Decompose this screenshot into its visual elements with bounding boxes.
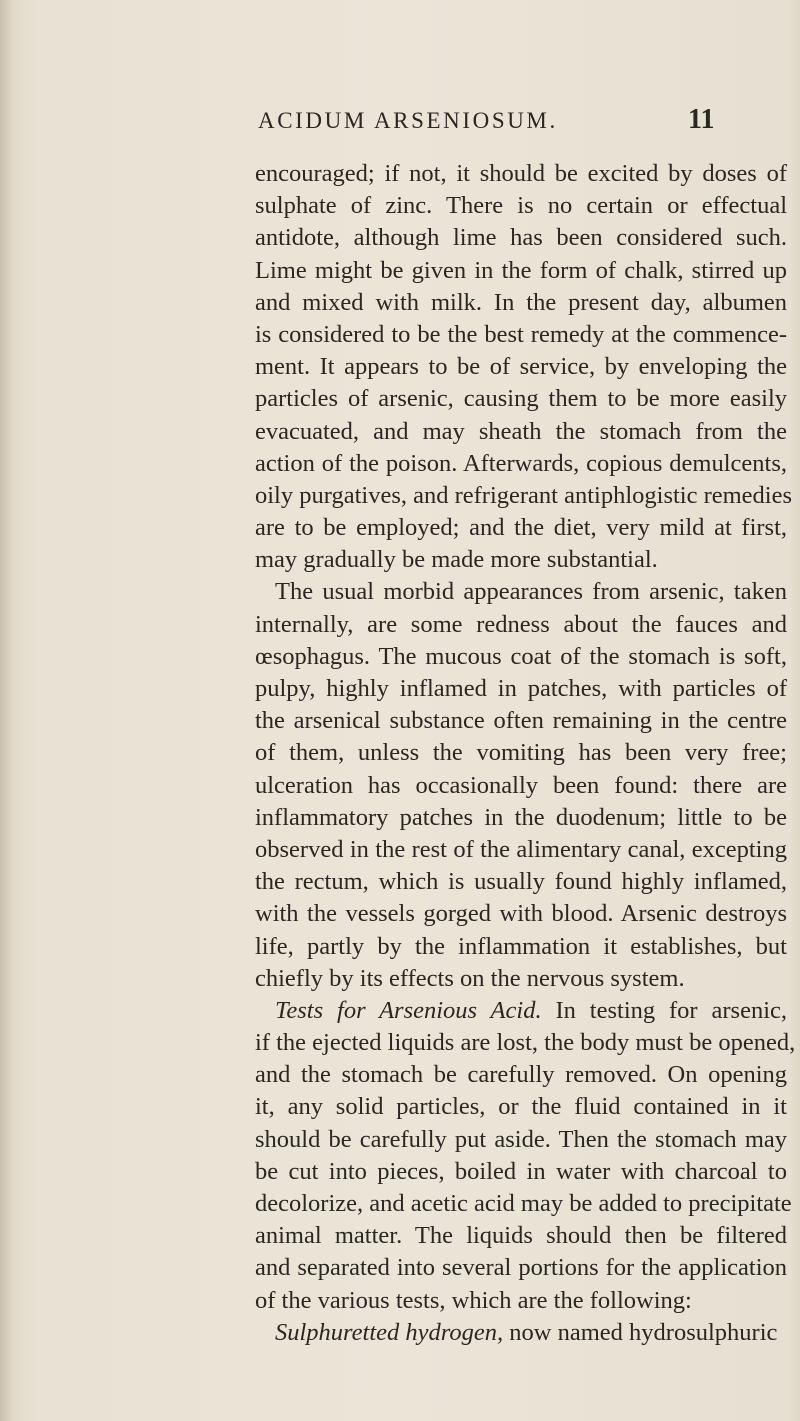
text-line: are to be employed; and the diet, very mild at first,	[255, 514, 787, 542]
text-line: of them, unless the vomiting has been very free;	[255, 739, 787, 767]
text-line: if the ejected liquids are lost, the body must be opened,	[255, 1029, 796, 1057]
text-line: oily purgatives, and refrigerant antiphlogistic remedies	[255, 481, 793, 509]
text-line: and mixed with milk. In the present day, albumen	[255, 288, 787, 316]
text-line: œsophagus. The mucous coat of the stomach is soft,	[255, 642, 787, 670]
body-text	[255, 158, 796, 1349]
text-line: evacuated, and may sheath the stomach from the	[255, 417, 787, 445]
paragraph-start-line	[255, 995, 787, 1027]
text-line: encouraged; if not, it should be excited by doses of	[255, 160, 787, 187]
text-line: may gradually be made more substantial.	[255, 546, 658, 574]
text-line: be cut into pieces, boiled in water with charcoal to	[255, 1157, 787, 1185]
test-name-italic: Sulphuretted hydrogen,	[275, 1318, 504, 1346]
text-line: inflammatory patches in the duodenum; little to be	[255, 803, 787, 831]
text-line: the rectum, which is usually found highly inflamed,	[255, 868, 787, 896]
text-line: life, partly by the inflammation it establishes, but	[255, 932, 787, 960]
page-number: 11	[688, 104, 715, 135]
section-heading-italic: Tests for Arsenious Acid.	[275, 996, 542, 1024]
text-line: antidote, although lime has been considered such.	[255, 224, 787, 252]
text-line: ment. It appears to be of service, by enveloping the	[255, 353, 787, 381]
text-line: Lime might be given in the form of chalk, stirred up	[255, 256, 787, 284]
paragraph-start-line: The usual morbid appearances from arsenic, taken	[275, 578, 787, 606]
text-line: it, any solid particles, or the fluid contained in it	[255, 1093, 787, 1121]
text-line: should be carefully put aside. Then the stomach may	[255, 1125, 787, 1153]
text-line: with the vessels gorged with blood. Arsenic destroys	[255, 900, 787, 928]
text-line: and separated into several portions for the application	[255, 1254, 787, 1282]
text-line: particles of arsenic, causing them to be more easily	[255, 385, 787, 413]
running-head	[258, 104, 718, 142]
text-line: sulphate of zinc. There is no certain or effectual	[255, 192, 787, 220]
running-title: ACIDUM ARSENIOSUM.	[258, 108, 558, 133]
text-line: is considered to be the best remedy at the commence-	[255, 320, 787, 348]
text-line: observed in the rest of the alimentary canal, excepting	[255, 835, 787, 863]
page-gutter	[0, 0, 14, 1421]
text-line: chiefly by its effects on the nervous system.	[255, 964, 685, 992]
section-heading-continuation: In testing for arsenic,	[541, 996, 787, 1024]
text-line: and the stomach be carefully removed. On opening	[255, 1061, 787, 1089]
text-line: action of the poison. Afterwards, copious demulcents,	[255, 449, 787, 477]
test-name-continuation: now named hydrosulphuric	[503, 1318, 778, 1346]
text-line: decolorize, and acetic acid may be added to precipitate	[255, 1190, 792, 1217]
text-line: the arsenical substance often remaining in the centre	[255, 707, 787, 735]
paragraph-start-line	[255, 1317, 787, 1349]
text-line: ulceration has occasionally been found: there are	[255, 771, 787, 799]
text-line: of the various tests, which are the following:	[255, 1286, 692, 1314]
text-line: pulpy, highly inflamed in patches, with particles of	[255, 675, 787, 702]
text-line: animal matter. The liquids should then be filtered	[255, 1222, 787, 1250]
text-line: internally, are some redness about the fauces and	[255, 610, 787, 638]
